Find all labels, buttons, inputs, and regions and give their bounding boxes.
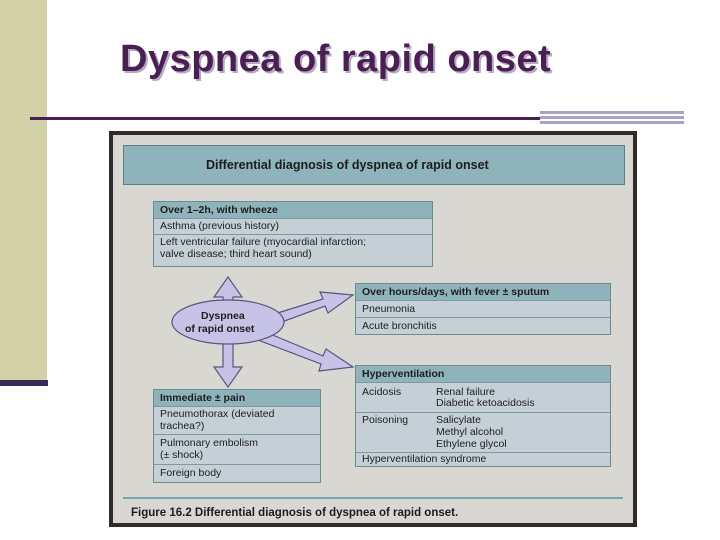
poisoning-cause-3: Ethylene glycol [436,438,507,450]
poisoning-cause-1: Salicylate [436,414,481,426]
box-immediate-line1: Pneumothorax (deviated [160,408,275,420]
box-wheeze [153,201,433,267]
arrow-to-hyperventilation [258,331,353,371]
title-underline [30,117,540,120]
center-label-line1: Dyspnea [201,310,245,322]
box-immediate [153,389,321,483]
figure-header-text: Differential diagnosis of dyspnea of rapid onset [206,158,489,172]
caption-rule [123,497,623,499]
poisoning-cause-2: Methyl alcohol [436,426,504,438]
box-immediate-line2: trachea?) [160,420,205,432]
box-hyperventilation [355,365,611,467]
figure-caption: Figure 16.2 Differential diagnosis of dyspnea of rapid onset. [131,507,459,519]
acidosis-cause-2: Diabetic ketoacidosis [436,397,535,409]
box-wheeze-heading: Over 1–2h, with wheeze [160,204,278,216]
slide-title: Dyspnea of rapid onset [120,38,552,80]
box-hyper-heading: Hyperventilation [362,368,445,380]
center-node [172,300,284,344]
hyperventilation-syndrome: Hyperventilation syndrome [362,453,487,465]
box-immediate-line5: Foreign body [160,467,222,479]
poisoning-label: Poisoning [362,414,409,426]
left-stripe-edge [0,380,48,386]
box-fever-heading: Over hours/days, with fever ± sputum [362,286,550,298]
figure-image [113,135,633,523]
box-immediate-line4: (± shock) [160,449,204,461]
box-wheeze-line1: Asthma (previous history) [160,220,280,232]
box-fever-line1: Pneumonia [362,303,416,315]
acidosis-cause-1: Renal failure [436,386,495,398]
box-fever [355,283,611,335]
box-fever-line2: Acute bronchitis [362,320,437,332]
center-label-line2: of rapid onset [185,323,255,335]
box-wheeze-line2: Left ventricular failure (myocardial infarction; [160,236,367,248]
box-immediate-line3: Pulmonary embolism [160,437,259,449]
box-immediate-heading: Immediate ± pain [160,392,246,404]
box-wheeze-line3: valve disease; third heart sound) [160,248,312,260]
title-underline-accent [540,111,684,125]
left-decorative-stripe [0,0,47,384]
acidosis-label: Acidosis [362,386,402,398]
